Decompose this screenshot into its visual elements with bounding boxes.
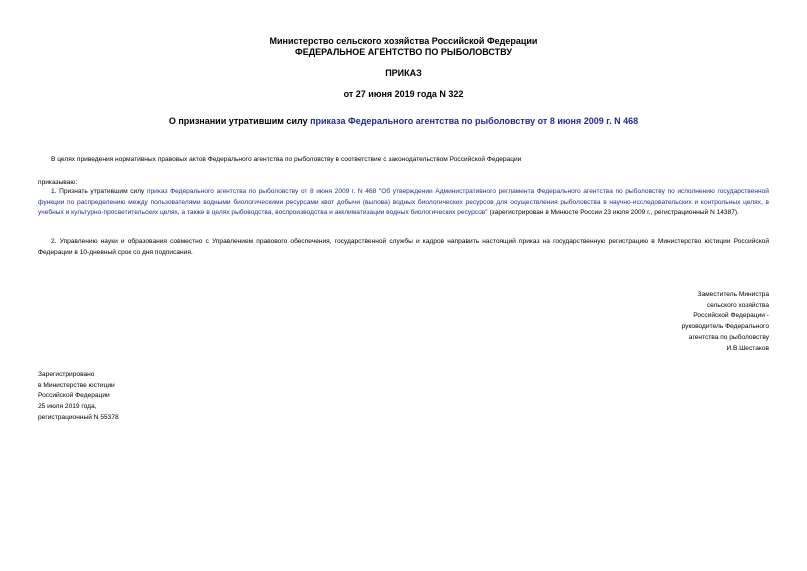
title-order-link[interactable]: приказа Федерального агентства по рыболовству от 8 июня 2009 г. N 468 [310, 116, 639, 126]
signature-line: Заместитель Министра [697, 291, 769, 298]
ministry-heading: Министерство сельского хозяйства Российской Федерации [269, 36, 538, 46]
paragraph-1 [38, 187, 769, 219]
registration-line: Зарегистрировано [38, 371, 95, 378]
p1-order-link[interactable]: приказ Федерального агентства по рыболовству от 8 июня 2009 г. N 468 "Об утверждении Административного регламента Федерального агентства по рыболовству по исполнению государственной функции по распределению между пользователями водными биологическими ресурсами квот добычи (вылова) водных биологических ресурсов для осуществления рыболовства в научно-исследовательских и контрольных целях, в учебных и культурно-просветительских целях, а также в целях рыбоводства, воспроизводства и акклиматизации водных биологических ресурсов" [38, 188, 769, 217]
signature-block [682, 290, 769, 354]
paragraph-2: 2. Управлению науки и образования совместно с Управлением правового обеспечения, государственной службы и кадров направить настоящий приказ на государственную регистрацию в Министерство юстиции Российской Федерации в 10-дневный срок со дня подписания. [38, 238, 769, 256]
registration-line: Российской Федерации [38, 392, 110, 400]
registration-line: регистрационный N 55378 [38, 413, 119, 421]
orders-paragraph: приказываю: [38, 179, 78, 186]
preamble-paragraph: В целях приведения нормативных правовых актов Федерального агентства по рыболовству в соответствие с законодательством Российской Федерации [51, 156, 522, 163]
registration-block [38, 370, 119, 424]
signature-line: Российской Федерации - [693, 312, 769, 320]
signature-line: руководитель Федерального [681, 323, 769, 331]
registration-line: в Министерстве юстиции [38, 381, 115, 389]
signature-line: сельского хозяйства [706, 301, 769, 309]
doc-type-heading: ПРИКАЗ [385, 68, 422, 78]
agency-heading: ФЕДЕРАЛЬНОЕ АГЕНТСТВО ПО РЫБОЛОВСТВУ [295, 47, 512, 57]
date-number-heading: от 27 июня 2019 года N 322 [343, 89, 464, 99]
p1-suffix: (зарегистрирован в Минюсте России 23 июля 2009 г., регистрационный N 14387). [487, 209, 739, 217]
document-title [0, 116, 807, 127]
registration-line: 25 июля 2019 года, [38, 403, 97, 411]
title-prefix: О признании утратившим силу [168, 116, 311, 126]
p1-prefix: 1. Признать утратившим силу [51, 188, 147, 195]
signature-name: И.В.Шестаков [726, 344, 769, 352]
signature-line: агентства по рыболовству [688, 333, 769, 341]
